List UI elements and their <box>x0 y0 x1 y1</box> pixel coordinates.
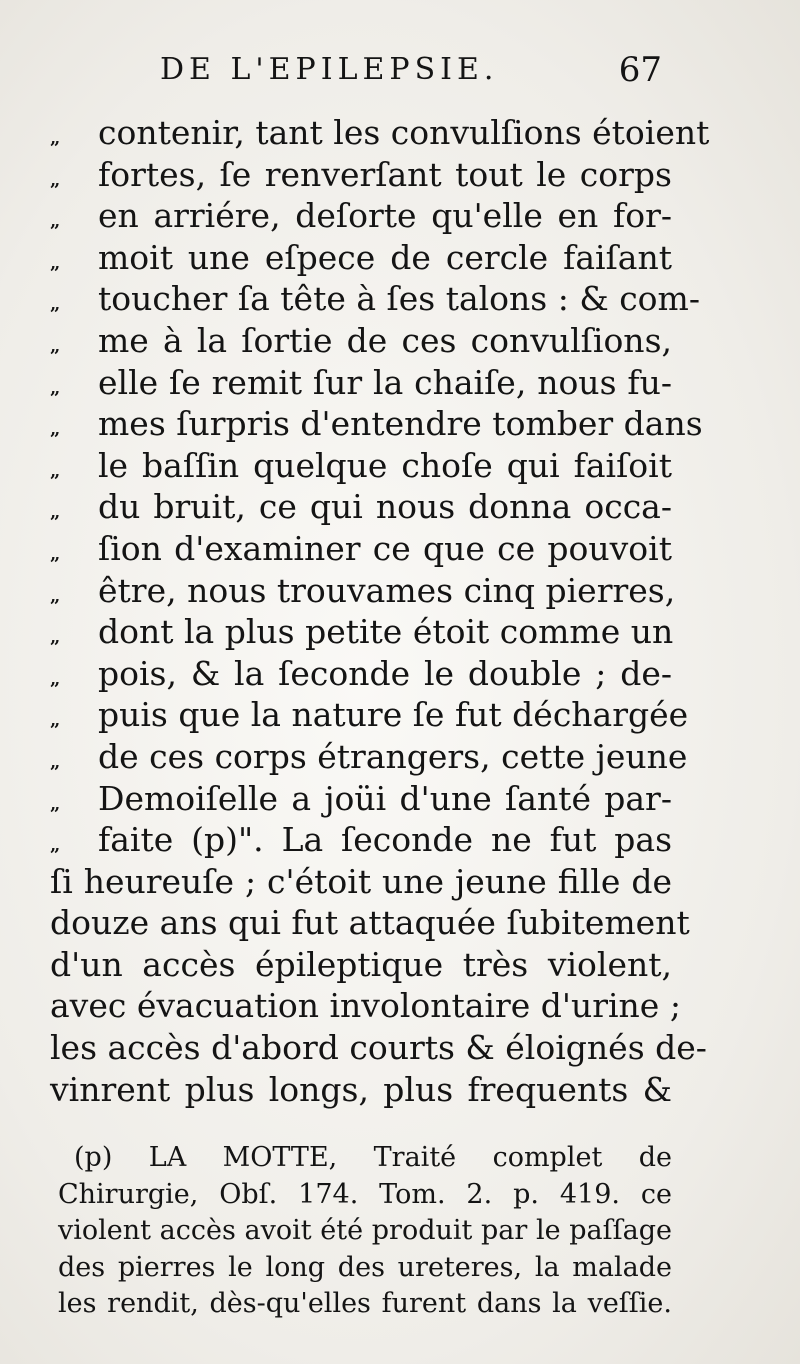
line-text: Demoiſelle a joüi d'une ſanté par- <box>98 778 672 818</box>
line-text: d'un accès épileptique très violent, <box>50 944 672 984</box>
quote-mark: „ <box>50 377 60 399</box>
line-text: moit une eſpece de cercle faiſant <box>98 237 672 277</box>
text-line <box>50 819 672 861</box>
line-text: pois, & la ſeconde le double ; de- <box>98 653 672 693</box>
line-text: en arriére, deſorte qu'elle en for- <box>98 196 672 236</box>
quote-mark: „ <box>50 793 60 815</box>
quote-mark: „ <box>50 627 60 649</box>
text-line <box>50 902 690 944</box>
quote-mark: „ <box>50 294 60 316</box>
quote-mark: „ <box>50 585 60 607</box>
footnote-text: des pierres le long des ureteres, la malade <box>58 1251 672 1283</box>
line-text: les accès d'abord courts & éloignés de- <box>50 1028 707 1068</box>
text-line <box>50 320 672 362</box>
line-text: fortes, ſe renverſant tout le corps <box>98 154 672 194</box>
main-text <box>50 112 710 1110</box>
page-number: 67 <box>618 50 662 90</box>
line-text: faite (p)". La ſeconde ne fut pas <box>98 820 672 860</box>
text-line <box>50 528 672 570</box>
text-line <box>50 445 672 487</box>
quote-mark: „ <box>50 543 60 565</box>
footnote-line <box>58 1140 672 1177</box>
text-line <box>50 778 672 820</box>
line-text: du bruit, ce qui nous donna occa- <box>98 487 672 527</box>
line-text: avec évacuation involontaire d'urine ; <box>50 986 681 1026</box>
line-text: douze ans qui fut attaquée ſubitement <box>50 903 690 943</box>
line-text: vinrent plus longs, plus frequents & <box>50 1069 672 1109</box>
footnote-text: Chirurgie, Obſ. 174. Tom. 2. p. 419. ce <box>58 1178 672 1210</box>
quote-mark: „ <box>50 751 60 773</box>
quote-mark: „ <box>50 710 60 732</box>
line-text: mes ſurpris d'entendre tomber dans <box>98 404 703 444</box>
line-text: de ces corps étrangers, cette jeune <box>98 736 688 776</box>
line-text: me à la ſortie de ces convulſions, <box>98 320 672 360</box>
footnote-line <box>58 1286 672 1323</box>
text-line <box>50 694 689 736</box>
footnote-line <box>58 1250 672 1287</box>
quote-mark: „ <box>50 668 60 690</box>
text-line <box>50 611 672 653</box>
line-text: dont la plus petite étoit comme un <box>98 612 674 652</box>
quote-mark: „ <box>50 502 60 524</box>
text-line <box>50 237 672 279</box>
text-line <box>50 944 672 986</box>
footnote-text: (p) LA MOTTE, Traité complet de <box>74 1142 672 1173</box>
quote-mark: „ <box>50 460 60 482</box>
text-line <box>50 1027 707 1069</box>
text-line <box>50 861 672 903</box>
line-text: toucher ſa tête à ſes talons : & com- <box>98 279 700 319</box>
quote-mark: „ <box>50 335 60 357</box>
footnote <box>58 1140 672 1323</box>
line-text: le baſſin quelque choſe qui faiſoit <box>98 445 672 485</box>
text-line <box>50 362 672 404</box>
quote-mark: „ <box>50 252 60 274</box>
quote-mark: „ <box>50 128 60 149</box>
text-line <box>50 736 688 778</box>
line-text: ſi heureuſe ; c'étoit une jeune fille de <box>50 861 672 901</box>
text-line <box>50 1069 672 1111</box>
line-text: contenir, tant les convulſions étoient <box>98 113 710 152</box>
text-line <box>50 195 672 237</box>
page-header <box>160 52 680 100</box>
quote-mark: „ <box>50 211 60 233</box>
text-line <box>50 653 672 695</box>
text-line <box>50 403 703 445</box>
line-text: elle ſe remit ſur la chaiſe, nous fu- <box>98 362 672 402</box>
text-line <box>50 278 700 320</box>
text-line <box>50 112 710 154</box>
quote-mark: „ <box>50 835 60 857</box>
text-line <box>50 985 681 1027</box>
running-title: DE L'EPILEPSIE. <box>160 52 499 87</box>
text-line <box>50 570 676 612</box>
text-line <box>50 154 672 196</box>
footnote-text: les rendit, dès-qu'elles furent dans la veſſie. <box>58 1288 672 1319</box>
line-text: être, nous trouvames cinq pierres, <box>98 570 676 610</box>
quote-mark: „ <box>50 419 60 441</box>
line-text: ſion d'examiner ce que ce pouvoit <box>98 528 672 568</box>
text-line <box>50 486 672 528</box>
line-text: puis que la nature ſe fut déchargée <box>98 695 689 735</box>
quote-mark: „ <box>50 169 60 191</box>
footnote-text: violent accès avoit été produit par le paſſage <box>58 1215 672 1246</box>
footnote-line <box>58 1213 672 1250</box>
footnote-line <box>58 1177 672 1214</box>
